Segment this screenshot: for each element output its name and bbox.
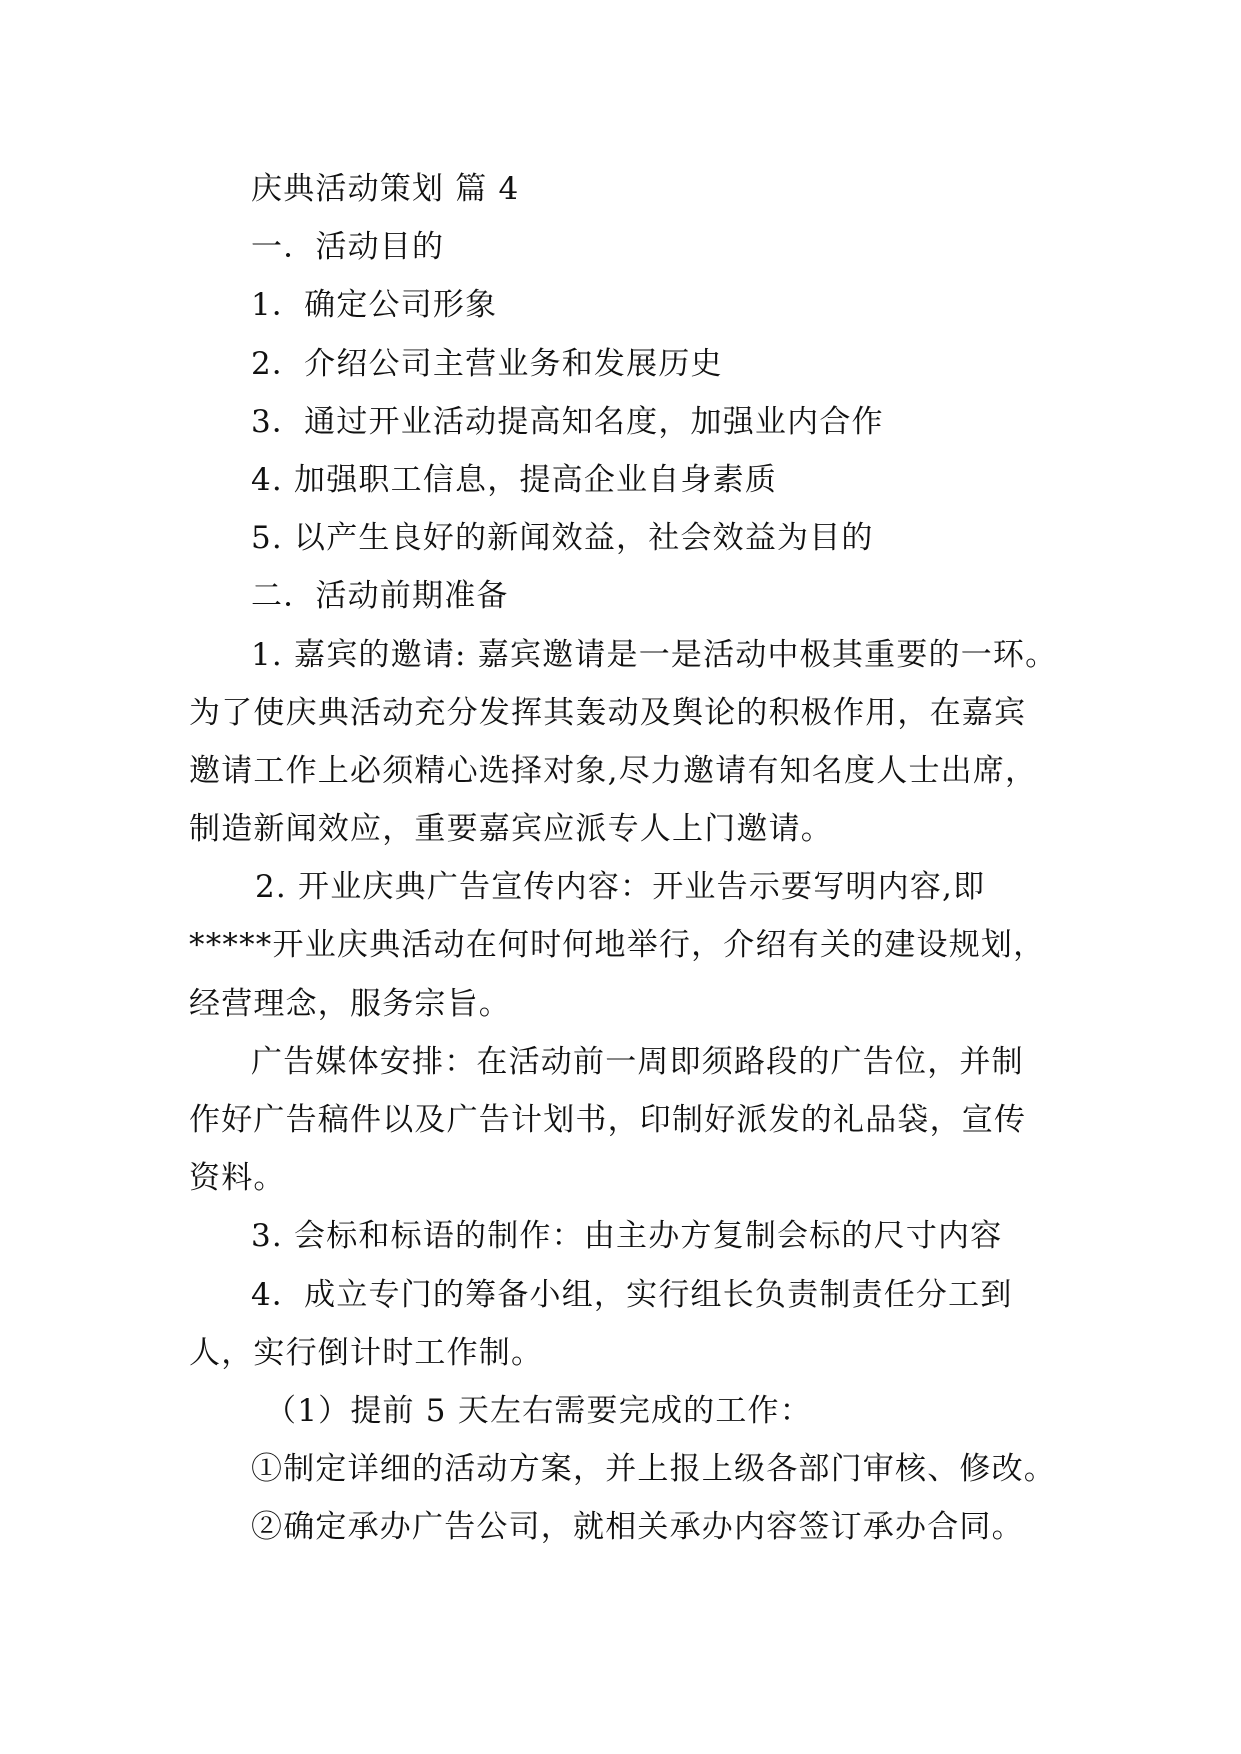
paragraph-line: 制造新闻效应，重要嘉宾应派专人上门邀请。 — [189, 811, 833, 848]
paragraph-line: 为了使庆典活动充分发挥其轰动及舆论的积极作用，在嘉宾 — [189, 694, 1027, 731]
document-title: 庆典活动策划 篇 4 — [251, 171, 520, 207]
paragraph-line: 广告媒体安排：在活动前一周即须路段的广告位，并制 — [251, 1043, 1024, 1080]
list-item: 4. 加强职工信息，提高企业自身素质 — [251, 461, 778, 498]
paragraph-line: 4．成立专门的筹备小组，实行组长负责制责任分工到 — [251, 1276, 1013, 1313]
section-heading-preparation: 二．活动前期准备 — [251, 578, 509, 615]
paragraph-line: 1. 嘉宾的邀请: 嘉宾邀请是一是活动中极其重要的一环。 — [251, 636, 1058, 673]
paragraph-line: 邀请工作上必须精心选择对象,尽力邀请有知名度人士出席， — [189, 752, 1038, 789]
paragraph-line: 经营理念，服务宗旨。 — [189, 985, 511, 1022]
paragraph-line: *****开业庆典活动在何时何地举行，介绍有关的建设规划， — [189, 927, 1046, 964]
list-item: 5. 以产生良好的新闻效益，社会效益为目的 — [251, 520, 874, 557]
list-item: 1．确定公司形象 — [251, 287, 498, 324]
subsection-heading: （1）提前 5 天左右需要完成的工作： — [265, 1392, 812, 1429]
list-item: ②确定承办广告公司，就相关承办内容签订承办合同。 — [251, 1509, 1024, 1546]
section-heading-purpose: 一．活动目的 — [251, 229, 445, 266]
paragraph-line: 作好广告稿件以及广告计划书，印制好派发的礼品袋，宣传 — [189, 1102, 1027, 1138]
document-body — [189, 160, 1079, 1557]
list-item: 3．通过开业活动提高知名度，加强业内合作 — [251, 403, 884, 440]
paragraph-line: 2. 开业庆典广告宣传内容：开业告示要写明内容,即 — [255, 869, 986, 906]
list-item: 2．介绍公司主营业务和发展历史 — [251, 345, 723, 382]
list-item: ①制定详细的活动方案，并上报上级各部门审核、修改。 — [251, 1451, 1056, 1488]
paragraph-line: 人，实行倒计时工作制。 — [189, 1334, 544, 1371]
paragraph-line: 资料。 — [189, 1160, 286, 1197]
paragraph-line: 3. 会标和标语的制作：由主办方复制会标的尺寸内容 — [251, 1218, 1003, 1255]
